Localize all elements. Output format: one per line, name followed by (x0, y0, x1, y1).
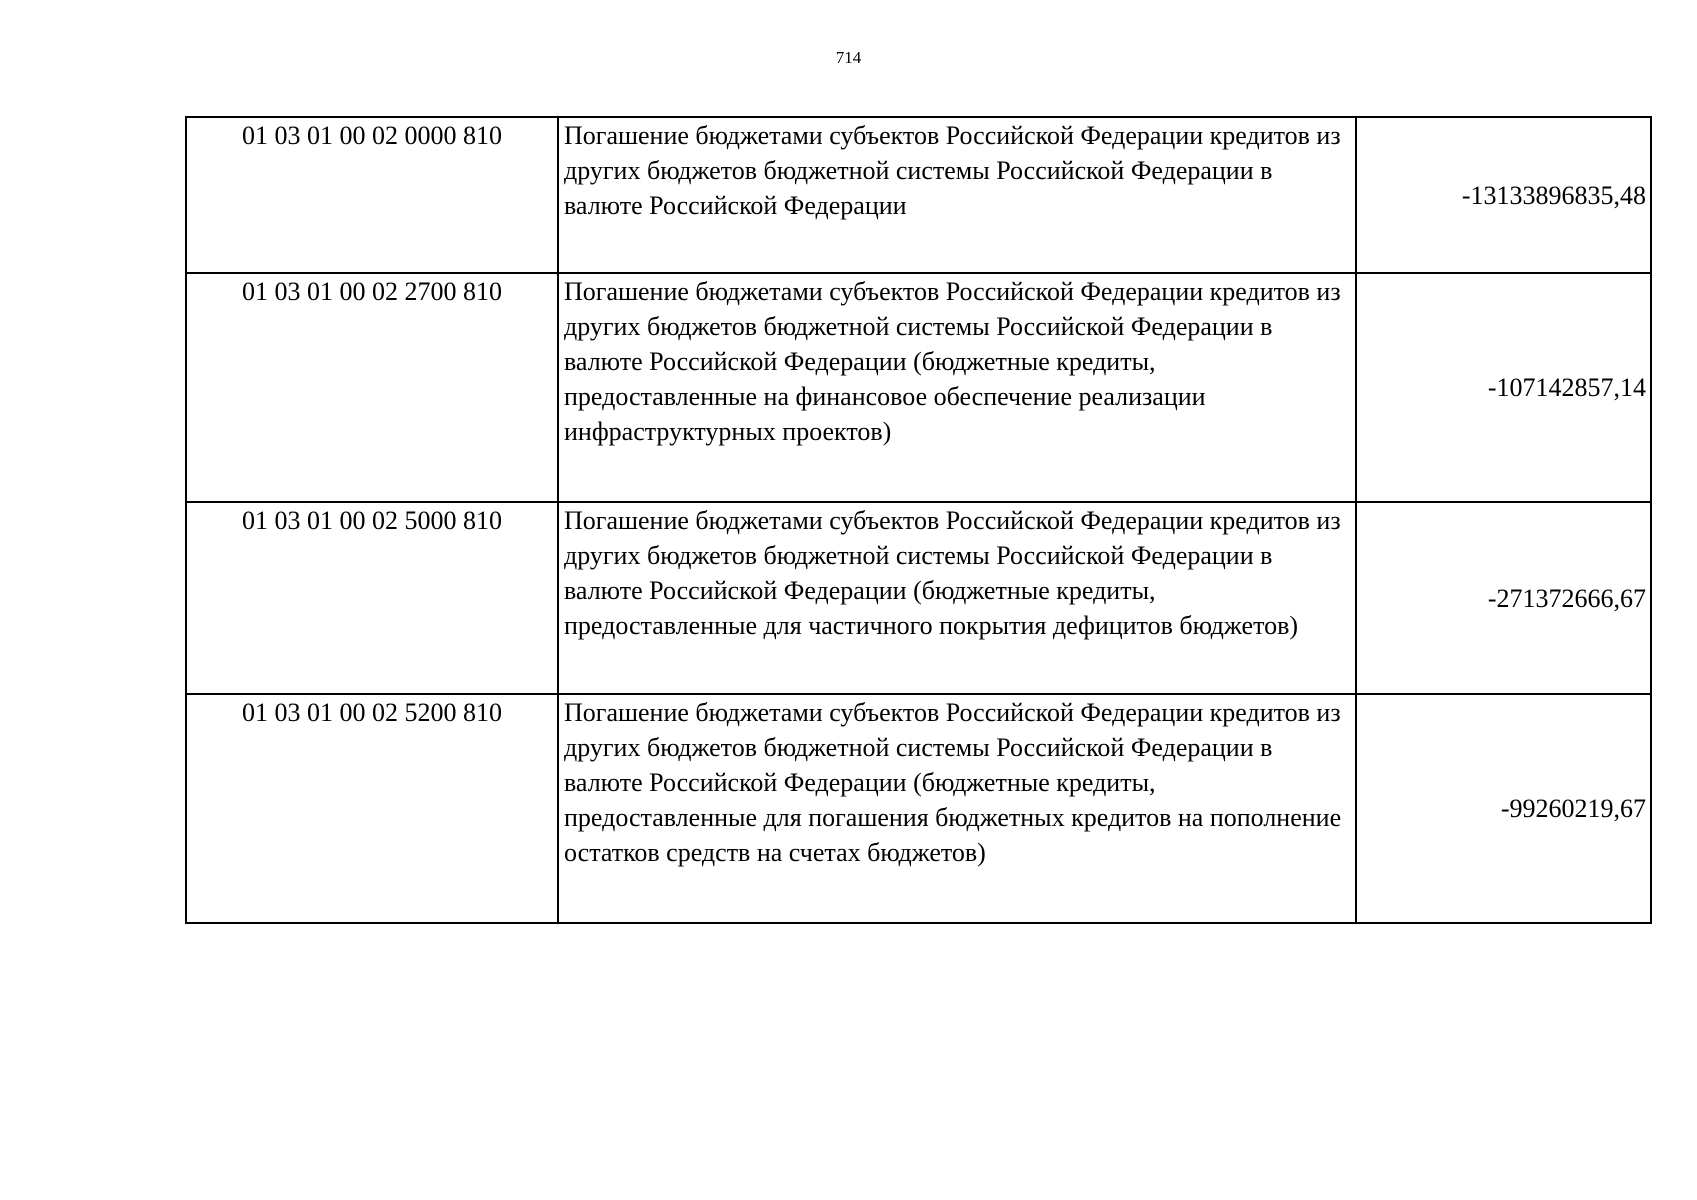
page-number: 714 (835, 48, 862, 67)
table-row (186, 273, 1651, 502)
description-cell: Погашение бюджетами субъектов Российской Федерации кредитов из других бюджетов бюджетной системы Российской Федерации в валюте Российской Федерации (бюджетные кредиты, предоставленные на финансовое обеспечение реализации инфраструктурных проектов) (558, 273, 1356, 502)
table-row (186, 117, 1651, 273)
budget-code-cell: 01 03 01 00 02 2700 810 (186, 273, 558, 502)
budget-code-cell: 01 03 01 00 02 5000 810 (186, 502, 558, 694)
amount-cell: -13133896835,48 (1356, 117, 1651, 273)
description-cell: Погашение бюджетами субъектов Российской Федерации кредитов из других бюджетов бюджетной системы Российской Федерации в валюте Российской Федерации (558, 117, 1356, 273)
table-row (186, 502, 1651, 694)
budget-code-cell: 01 03 01 00 02 0000 810 (186, 117, 558, 273)
budget-code-cell: 01 03 01 00 02 5200 810 (186, 694, 558, 923)
description-cell: Погашение бюджетами субъектов Российской Федерации кредитов из других бюджетов бюджетной системы Российской Федерации в валюте Российской Федерации (бюджетные кредиты, предоставленные для частичного покрытия дефицитов бюджетов) (558, 502, 1356, 694)
description-cell: Погашение бюджетами субъектов Российской Федерации кредитов из других бюджетов бюджетной системы Российской Федерации в валюте Российской Федерации (бюджетные кредиты, предоставленные для погашения бюджетных кредитов на пополнение остатков средств на счетах бюджетов) (558, 694, 1356, 923)
amount-cell: -107142857,14 (1356, 273, 1651, 502)
amount-cell: -99260219,67 (1356, 694, 1651, 923)
budget-table (185, 116, 1652, 924)
table-row (186, 694, 1651, 923)
amount-cell: -271372666,67 (1356, 502, 1651, 694)
